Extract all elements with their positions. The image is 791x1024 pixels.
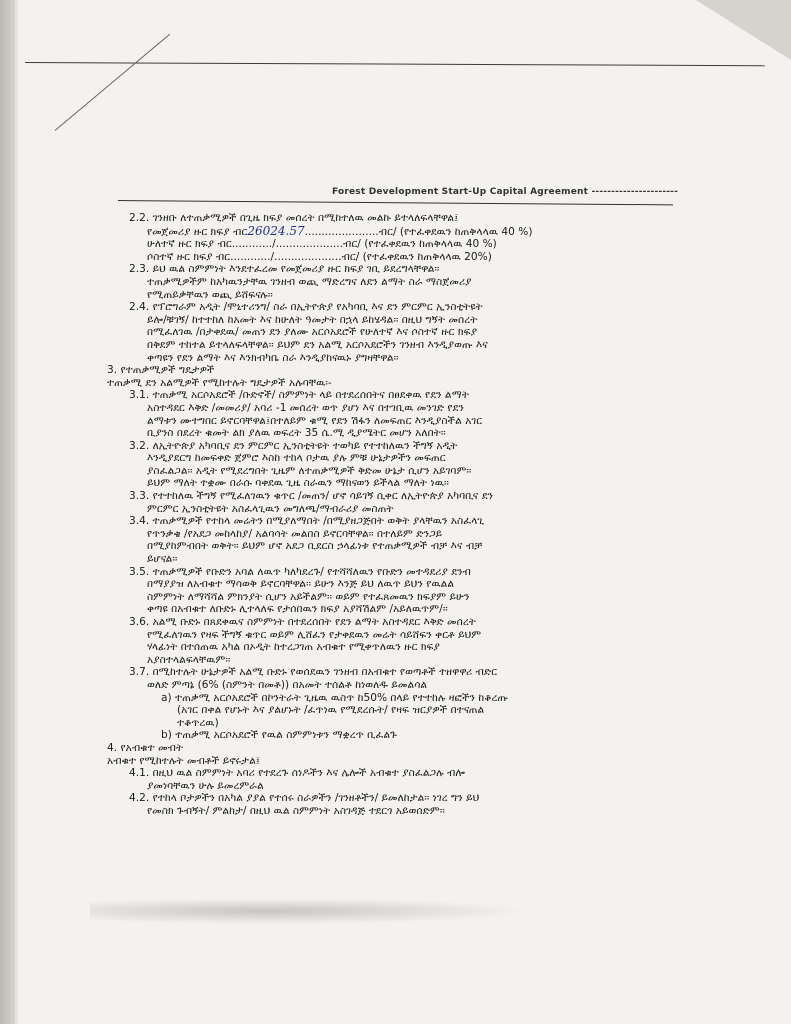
document-line bbox=[107, 755, 697, 768]
line-text: ይህም ማለት ተቋሙ በራሱ ባቀደዉ ጊዜ ስራዉን ማከናወን ይችላል ማለት ነዉ፡፡ bbox=[147, 477, 449, 490]
line-text: 3.7. በሚከተሉት ሁኔታዎች አልሚ ቡድኑ የወሰደዉን ገንዘብ በአብቁተ የወጣቶች ተዘዋዋሪ ብድር bbox=[129, 666, 498, 679]
line-text: ልማቱን ሙተግበር ይኖርባቸዋል፤በተለይም ቁሚ የደን ሽፋን ለመፍጠር እንዲያስችል አገር bbox=[147, 414, 483, 427]
document-line bbox=[107, 465, 697, 478]
line-text: 4.1. በዚህ ዉል ስምምነት አባሪ የተደረጉ ሰነዶችን እና ሌሎች አብቁተ ያስፈልጋሉ ብሎ bbox=[129, 767, 466, 780]
document-line bbox=[107, 503, 697, 516]
document-line bbox=[107, 212, 697, 225]
line-text: ይሎ/ቹገኝ/ ከተተከለ ከአመት እና ከሁለት ዓመታት በኋላ ይከሄዳል፡፡ በዚህ ግኝት መሰረት bbox=[147, 313, 478, 326]
line-text: የሚጠይቃቸዉን ወጪ ይሸፍናሉ፡፡ bbox=[147, 288, 273, 301]
document-line bbox=[107, 415, 697, 428]
document-line bbox=[107, 251, 697, 264]
line-text: 2.2. ገንዘቡ ለተጠቃሚዎች በጊዜ ክፍያ መሰረት በሚከተለዉ መልኩ ይተላለፍላቸዋል፤ bbox=[129, 212, 459, 224]
document-line bbox=[107, 717, 697, 730]
line-text: ያመነባቸዉን ሁሉ ይመረምራል bbox=[147, 779, 264, 792]
line-text: በቅደም ተከተል ይተላለፍላቸዋል፡፡ ይህም ደን አልሚ አርሶአደሮችን ገንዘብ እንዲያወጡ እና bbox=[147, 338, 488, 351]
line-text: ያስፈልጋል፡፡ አዲት የሚደረግበት ጊዜም ለተጠቃሚዎች ቅድመ ሁኔታ ሲሆን አይገባም፡፡ bbox=[147, 464, 472, 477]
document-line bbox=[107, 792, 697, 805]
document-line bbox=[107, 528, 697, 541]
line-text: ሁለተኛ ዙር ክፍያ ብር............/....................ብር/ (የተፈቀደዉን ከጠቅላላዉ 40 %) bbox=[147, 238, 497, 251]
document-line bbox=[107, 767, 697, 780]
line-text: 3.4. ተጠቃሚዎች የተከላ መሬትን በሚያለማበት /በሚያዘጋጅበት ወቅት ያላቸዉን አስፈላጊ bbox=[129, 515, 485, 528]
handwritten-amount: 26024.57 bbox=[247, 224, 305, 238]
document-line bbox=[107, 427, 697, 440]
document-body bbox=[107, 212, 697, 818]
document-line bbox=[107, 276, 697, 289]
line-text: በሚፈለገዉ /በታቀደዉ/ መጠን ደን ያለሙ አርሶአደሮች የሁለተኛ እና ሶስተኛ ዙር ክፍያ bbox=[147, 326, 478, 339]
line-text: የመጀመሪያ ዙር ክፍያ ብር bbox=[147, 225, 248, 238]
document-line bbox=[107, 314, 697, 327]
document-header-title: Forest Development Start-Up Capital Agreement ---------------------- bbox=[332, 187, 679, 197]
document-line bbox=[107, 578, 697, 591]
line-text: አያስተላልፍላቸዉም፡፡ bbox=[147, 653, 231, 666]
line-text: ተጠቃሚዎችም ከአካዉንታቸዉ ገንዘብ ወጪ ማድረግና ለደን ልማት ስራ ማስጀመሪያ bbox=[147, 275, 472, 288]
line-text: 2.3. ይህ ዉል ስምምነት እንደተፈረመ የመጀመሪያ ዙር ክፍያ ገቢ ይደረግላቸዋል፡፡ bbox=[129, 263, 440, 276]
line-text: ቢያንስ በደረት ቁመት ልክ ያለዉ ወፍረት 35 ሴ.ሚ ዲያሜትር መሆን አለበት፡፡ bbox=[147, 427, 446, 440]
line-text: ስምምነት ለማሻሻል ምክንያት ሲሆን አይችልም፡፡ ወይም የተፈጸመዉን ክፍያም ይሁን bbox=[147, 590, 470, 603]
document-line bbox=[107, 289, 697, 302]
line-text: ወለድ ምጣኔ (6% (ስምንት በመቶ)) በአመት ተሰልቶ ከነወለዱ ይመልሳል bbox=[147, 678, 428, 691]
scan-edge bbox=[0, 0, 18, 1024]
document-line bbox=[107, 591, 697, 604]
document-line bbox=[107, 364, 697, 377]
line-text: ቀጣዩ በአብቁተ ለቡድኑ ሊተላለፍ የታሰበዉን ክፍያ አያሻሽልም /አይለዉጥም/፡፡ bbox=[147, 603, 448, 616]
line-text: የመስክ ጉብኝት/ ምልከታ/ በዚህ ዉል ስምምነት አስገዳጅ ተደርጎ አይወሰድም፡፡ bbox=[147, 804, 445, 817]
document-line bbox=[107, 352, 697, 365]
document-line bbox=[107, 263, 697, 276]
document-line bbox=[107, 540, 697, 553]
document-line bbox=[107, 238, 697, 251]
document-line bbox=[107, 629, 697, 642]
document-line bbox=[107, 339, 697, 352]
document-line bbox=[107, 616, 697, 629]
line-text: 2.4. የፕሮግራም አዲት /ሞኒተሪንግ/ ስራ በኢትዮጵያ የአካባቢ እና ደን ምርምር ኢንስቲትዩት bbox=[129, 301, 483, 314]
document-line bbox=[107, 805, 697, 818]
document-line bbox=[107, 301, 697, 314]
line-text-continued: ......................ብር/ (የተፈቀደዉን ከጠቅላላዉ 40 %) bbox=[304, 225, 533, 238]
document-line bbox=[107, 553, 697, 566]
line-text: የሚፈለገዉን የዛፍ ችግኝ ቁጥር ወይም ሊሸፈን የታቀደዉን መሬት ሳይሸፍን ቀርቶ ይህም bbox=[147, 628, 482, 641]
line-text: ይሆናል፡፡ bbox=[147, 553, 178, 566]
line-text: ሶስተኛ ዙር ክፍያ ብር............/....................ብር/ (የተፈቀደዉን ከጠቅላላዉ 20%) bbox=[147, 250, 492, 263]
document-line bbox=[107, 389, 697, 402]
line-text: በማያያዝ ለአብቁተ ማሳወቅ ይኖርባቸዋል፡፡ ይሁን እንጅ ይህ ለዉጥ ይህን የዉልል bbox=[147, 578, 455, 591]
document-line bbox=[107, 225, 697, 239]
line-text: 3.2. ለኢትዮጵያ አካባቢና ደን ምርምር ኢንስቲትዩት ተወካይ የተተከለዉን ችግኝ አዲት bbox=[129, 439, 458, 452]
document-line bbox=[107, 490, 697, 503]
line-text: 4. የአብቁተ መብት bbox=[107, 741, 184, 754]
line-text: አስተዳደር እቅድ /መመሪያ/ አባሪ -1 መሰረት ወጥ ያሆነ እና በተገቢዉ መንገድ የደን bbox=[147, 401, 464, 414]
line-text: ተጠቃሚ ደን አልሚዎች የሚከተሉት ግዴታዎች አሉባቸዉ፡- bbox=[107, 376, 332, 389]
document-line bbox=[107, 729, 697, 742]
document-line bbox=[107, 666, 697, 679]
line-text: b) ተጠቃሚ አርሶአደሮች የዉል ስምምነቱን ማቋረጥ ቢፈልጉ bbox=[161, 729, 397, 742]
line-text: ምርምር ኢንስቲትዩት አስፈላጊዉን መግለጫ/ማብራሪያ መስጠት bbox=[147, 502, 394, 515]
line-text: a) ተጠቃሚ አርሶአደሮች በኮንትራት ጊዜዉ ዉስጥ ከ50% በላይ የተተከሉ ዛፎችን ከቆረጡ bbox=[161, 691, 509, 704]
document-line bbox=[107, 641, 697, 654]
line-text: የጥንቃቄ /የአደጋ መከላከያ/ አልባሳት መልበስ ይኖርባቸዋል፡፡ በተለይም ድንጋይ bbox=[147, 527, 443, 540]
line-text: ተቆጥረዉ) bbox=[177, 716, 219, 729]
document-line bbox=[107, 692, 697, 705]
document-line bbox=[107, 679, 697, 692]
document-line bbox=[107, 704, 697, 717]
line-text: 3.3. የተተከለዉ ችግኝ የሚፈለገዉን ቁጥር /መጠን/ ሆኖ ሳይገኝ ሲቀር ለኢትዮጵያ አካባቢና ደን bbox=[129, 490, 494, 503]
line-text: 3.1. ተጠቃሚ አርሶአደሮች /ቡድኖች/ ስምምነት ላይ በተደረሰበትና በፀደቀዉ የደን ልማት bbox=[129, 389, 469, 402]
document-line bbox=[107, 515, 697, 528]
document-line bbox=[107, 566, 697, 579]
document-line bbox=[107, 603, 697, 616]
folded-corner bbox=[696, 0, 791, 60]
line-text: 3.5. ተጠቃሚዎች የቡድን አባል ለዉጥ ካለካደረጉ/ የተሻሻለዉን የቡድን መተዳደሪያ ደንብ bbox=[129, 565, 471, 578]
line-text: 3. የተጠቃሚዎች ግዴታዎች bbox=[107, 364, 215, 377]
document-line bbox=[107, 780, 697, 793]
line-text: ሃላፊነት በተሰጠዉ አካል በኦዲት ከተረጋገጠ አብቁተ የሚቀጥለዉን ዙር ክፍያ bbox=[147, 641, 440, 654]
line-text: በሚያከምብበት ወቅት፡፡ ይህም ሆኖ አደጋ ቢደርስ ኃላፊነቱ የተጠቃሚዎች ብቻ እና ብቻ bbox=[147, 540, 483, 553]
line-text: 4.2. የተከላ ቦታዎችን በአካል ያያል የተሰሩ ስራዎችን /ገንዘቶችን/ ይመለከታል፡፡ ነገረ ግን ይህ bbox=[129, 792, 480, 805]
line-text: (አገር በቀል የሆኑት እና ያልሆኑት /ፈጥነዉ የሚደረሱት/ የዛፍ ዝርያዎች በተናጠል bbox=[177, 704, 485, 717]
line-text: አብቁተ የሚከተሉት መብቶች ይኖሩታል፤ bbox=[107, 754, 261, 767]
line-text: ቀጣዩን የደን ልማት እና እንክብካቤ ስራ እንዲያከናዉኑ ያግዛቸዋል፡፡ bbox=[147, 351, 399, 364]
ink-smudge bbox=[90, 898, 530, 924]
document-line bbox=[107, 402, 697, 415]
document-line bbox=[107, 477, 697, 490]
line-text: እንዲያደርግ ከመፍቀድ ጀምሮ እስከ ተከላ ቦታዉ ያሉ ምቹ ሁኔታዎችን መፍጠር bbox=[147, 452, 446, 465]
document-line bbox=[107, 377, 697, 390]
line-text: 3.6. አልሚ ቡድኑ በጸደቀዉና ስምምነት በተደረሰበት የደን ልማት አስተዳደር እቅድ መሰረት bbox=[129, 616, 476, 628]
document-line bbox=[107, 326, 697, 339]
document-line bbox=[107, 742, 697, 755]
document-line bbox=[107, 440, 697, 453]
document-line bbox=[107, 654, 697, 667]
document-line bbox=[107, 452, 697, 465]
